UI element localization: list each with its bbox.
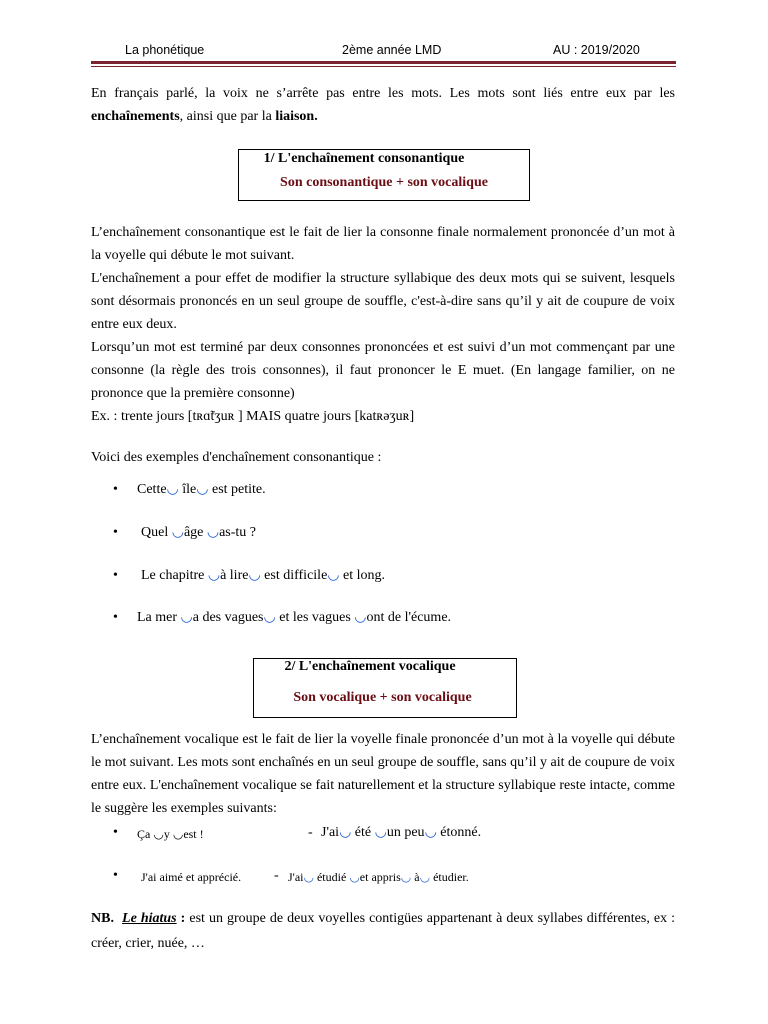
link-mark-icon: ◡ [424,825,437,840]
link-mark-icon: ◡ [400,870,412,884]
link-mark-icon: ◡ [419,870,431,884]
bullet-icon: • [113,825,118,840]
example-sentence: J'ai aimé et apprécié. [141,870,242,884]
example-sentence: Le chapitre ◡à lire◡ est difficile◡ et long. [141,568,385,583]
section-formula-vocalic: Son vocalique + son vocalique [293,690,472,705]
intro-bold-liaison: liaison. [275,109,318,124]
link-mark-icon: ◡ [263,610,276,625]
link-mark-icon: ◡ [153,827,164,841]
link-mark-icon: ◡ [374,825,387,840]
header-course-title: La phonétique [125,43,205,57]
header-academic-year: AU : 2019/2020 [553,43,640,57]
link-mark-icon: ◡ [303,870,314,884]
link-mark-icon: ◡ [207,568,221,583]
link-mark-icon: ◡ [172,827,184,841]
bullet-icon: • [113,482,118,497]
nb-definition: est un groupe de deux voyelles contigües appartenant à deux syllabes différentes, ex : créer, crier, nuée, … [91,911,676,951]
consonantal-definition: L’enchaînement consonantique est le fait de lier la consonne finale normalement prononcée d’un mot à la voyelle qui débute le mot suivant. [91,225,675,263]
link-mark-icon: ◡ [349,870,360,884]
link-mark-icon: ◡ [354,610,367,625]
nb-colon: : [176,911,186,926]
bullet-icon: • [113,868,118,883]
intro-text-2: , ainsi que par la [179,109,276,124]
link-mark-icon: ◡ [171,525,184,540]
nb-hiatus-note [91,906,675,956]
example-separator: - [308,825,313,840]
example-sentence: Cette◡ île◡ est petite. [137,482,266,497]
section-formula-consonantal: Son consonantique + son vocalique [280,175,488,190]
vocalic-definition: L’enchaînement vocalique est le fait de lier la voyelle finale prononcée d’un mot à la voyelle qui débute le mot suivant. Les mots sont enchaînés en un seul groupe de souffle, sans qu’il y ait de coupure de voix entre eux. L'enchaînement vocalique se fait naturellement et la structure syllabique reste intacte, comme le suggère les exemples suivants: [91,732,675,816]
link-mark-icon: ◡ [339,825,352,840]
intro-bold-enchainements: enchaînements [91,109,180,124]
section-box-vocalic [253,658,517,718]
section-title-vocalic: 2/ L'enchaînement vocalique [284,659,456,674]
link-mark-icon: ◡ [206,525,220,540]
intro-paragraph [91,82,675,128]
example-sentence: La mer ◡a des vagues◡ et les vagues ◡ont de l'écume. [137,610,452,625]
example-separator: - [274,868,279,883]
nb-term-hiatus: Le hiatus [122,911,177,926]
header-rule-thick [91,61,676,64]
bullet-icon: • [113,525,118,540]
header-rule-thin [91,66,676,67]
link-mark-icon: ◡ [196,482,209,497]
link-mark-icon: ◡ [180,610,193,625]
link-mark-icon: ◡ [248,568,261,583]
link-mark-icon: ◡ [166,482,179,497]
example-sentence: J'ai◡ étudié ◡et appris◡ à◡ étudier. [288,870,469,884]
section-title-consonantal: 1/ L'enchaînement consonantique [263,151,465,166]
consonantal-three-consonants-rule: Lorsqu’un mot est terminé par deux consonnes prononcées et est suivi d’un mot commençant par une consonne (la règle des trois consonnes), il faut prononcer le E muet. (En langage familier, on ne prononce que la première consonne) [91,340,675,401]
link-mark-icon: ◡ [327,568,340,583]
example-sentence: Ça ◡y ◡est ! [137,827,204,841]
header-year-level: 2ème année LMD [342,43,442,57]
consonantal-examples-intro: Voici des exemples d'enchaînement consonantique : [91,450,382,465]
section-box-consonantal [238,149,530,201]
consonantal-example-transcription: Ex. : trente jours [tʀɑ̃tʒuʀ ] MAIS quatre jours [katʀəʒuʀ] [91,409,415,424]
bullet-icon: • [113,610,118,625]
consonantal-effect: L'enchaînement a pour effet de modifier la structure syllabique des deux mots qui se suivent, lesquels sont désormais prononcés en un seul groupe de souffle, c'est-à-dire sans qu’il y ait de coupure de voix entre eux deux. [91,271,675,332]
bullet-icon: • [113,568,118,583]
example-sentence: J'ai◡ été ◡un peu◡ étonné. [321,825,482,840]
nb-label: NB. [91,911,114,926]
intro-text-1: En français parlé, la voix ne s’arrête pas entre les mots. Les mots sont liés entre eux par les [91,86,675,101]
example-sentence: Quel ◡âge ◡as-tu ? [141,525,257,540]
